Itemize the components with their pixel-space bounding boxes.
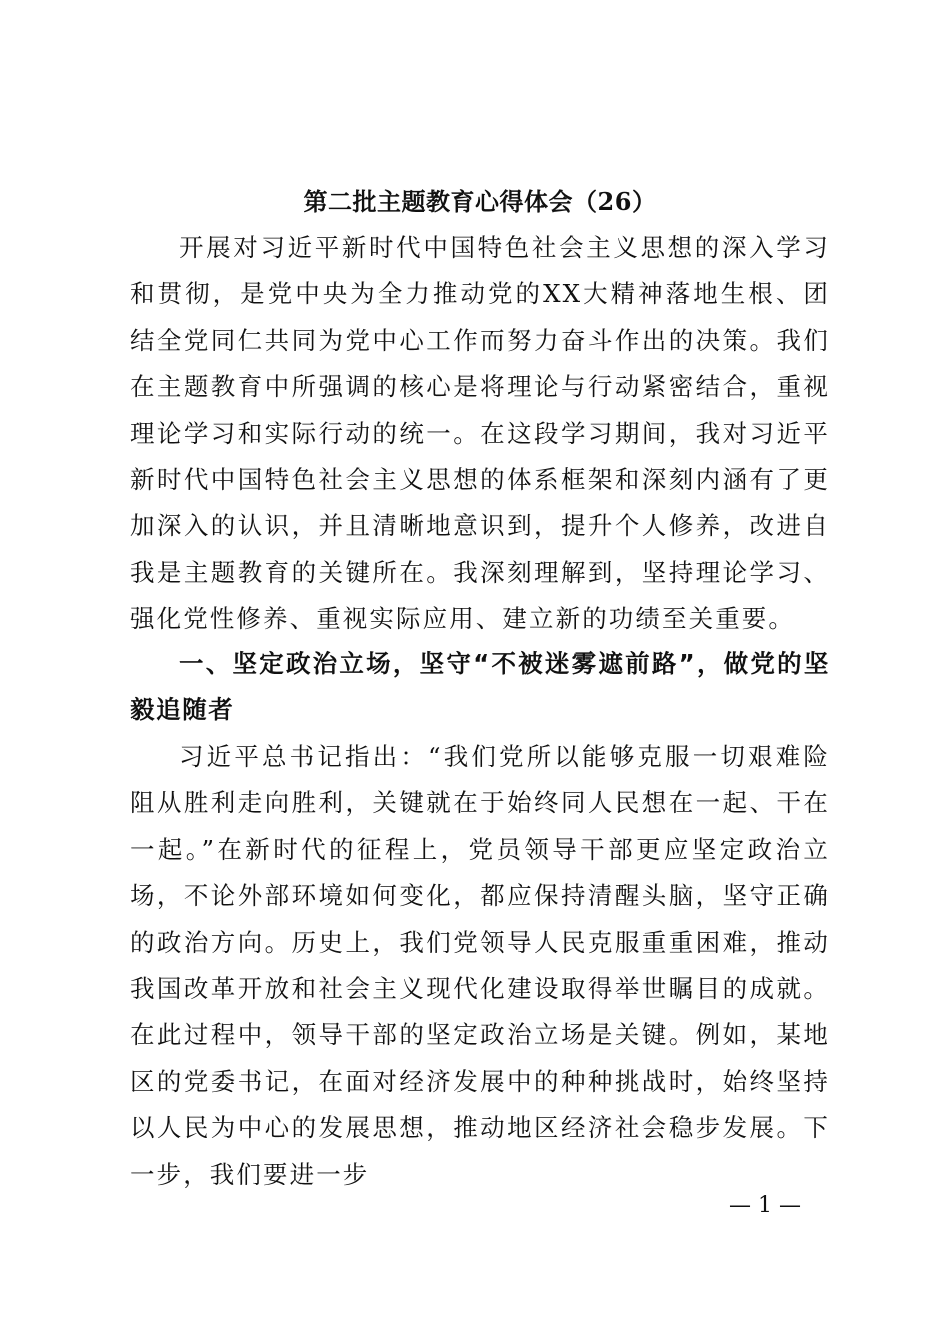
- section-1-paragraph: 习近平总书记指出：“我们党所以能够克服一切艰难险阻从胜利走向胜利，关键就在于始终同人民想在一起、干在一起。”在新时代的征程上，党员领导干部更应坚定政治立场，不论外部环境如何变化，都应保持清醒头脑，坚守正确的政治方向。历史上，我们党领导人民克服重重困难，推动我国改革开放和社会主义现代化建设取得举世瞩目的成就。在此过程中，领导干部的坚定政治立场是关键。例如，某地区的党委书记，在面对经济发展中的种种挑战时，始终坚持以人民为中心的发展思想，推动地区经济社会稳步发展。下一步，我们要进一步: [130, 742, 830, 1189]
- page-number: — 1 —: [729, 1193, 801, 1218]
- document-title: 第二批主题教育心得体会（26）: [303, 187, 657, 216]
- section-heading-1: 一、坚定政治立场，坚守“不被迷雾遮前路”，做党的坚毅追随者: [130, 649, 830, 725]
- intro-paragraph: 开展对习近平新时代中国特色社会主义思想的深入学习和贯彻，是党中央为全力推动党的XX大精神落地生根、团结全党同仁共同为党中心工作而努力奋斗作出的决策。我们在主题教育中所强调的核心是将理论与行动紧密结合，重视理论学习和实际行动的统一。在这段学习期间，我对习近平新时代中国特色社会主义思想的体系框架和深刻内涵有了更加深入的认识，并且清晰地意识到，提升个人修养，改进自我是主题教育的关键所在。我深刻理解到，坚持理论学习、强化党性修养、重视实际应用、建立新的功绩至关重要。: [130, 233, 830, 634]
